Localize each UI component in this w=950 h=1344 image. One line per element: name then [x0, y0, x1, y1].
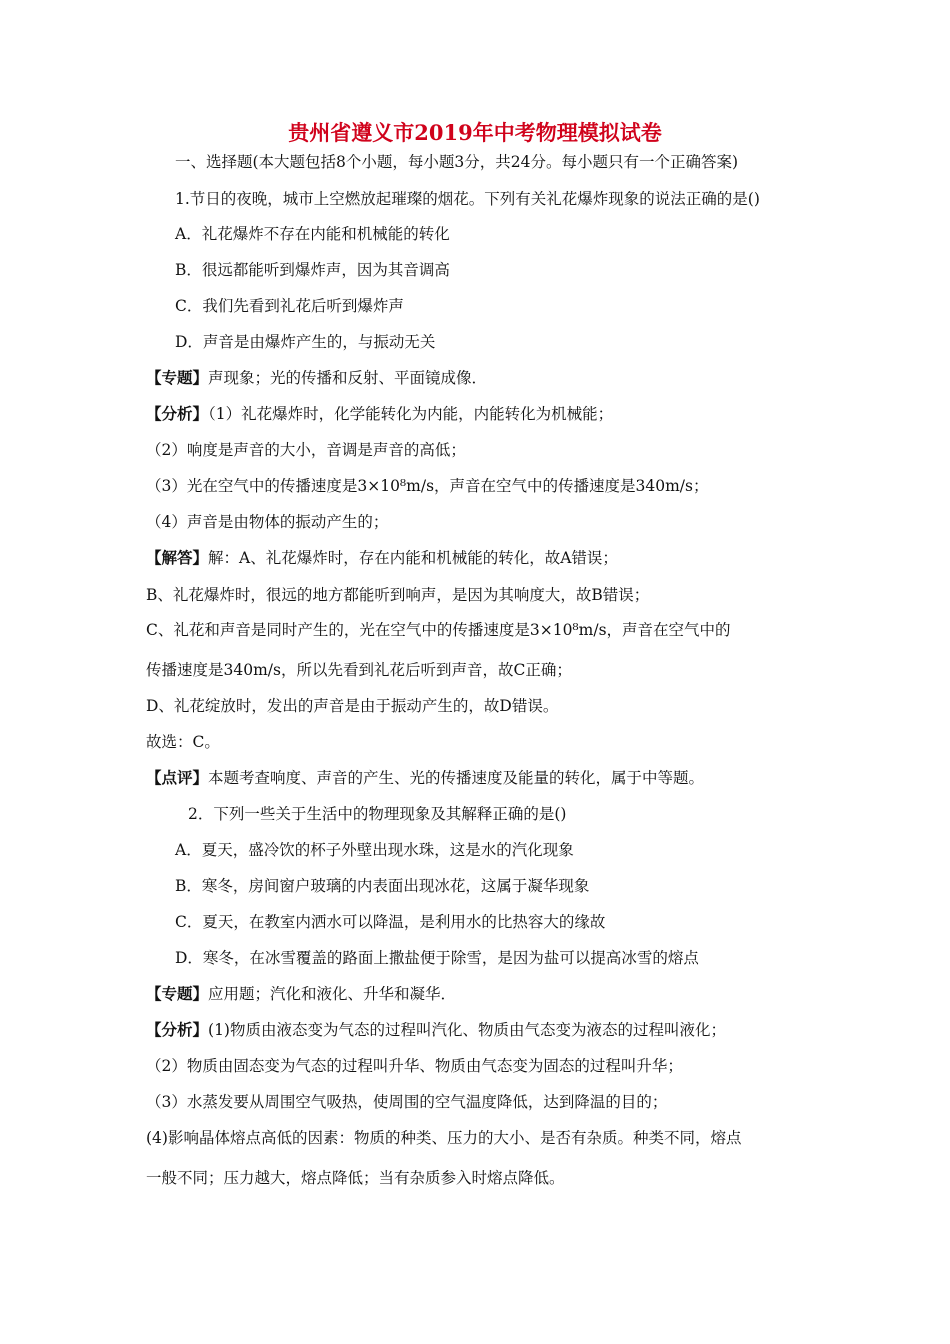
- answer-line: 传播速度是340m/s，所以先看到礼花后听到声音，故C正确；: [146, 661, 572, 679]
- question-2-option-c: C．夏天，在教室内洒水可以降温，是利用水的比热容大的缘故: [175, 913, 606, 931]
- analysis-line: （2）物质由固态变为气态的过程叫升华、物质由气态变为固态的过程叫升华；: [146, 1057, 683, 1075]
- question-2-option-d: D．寒冬，在冰雪覆盖的路面上撒盐便于除雪，是因为盐可以提高冰雪的熔点: [175, 949, 699, 967]
- topic-text: 应用题；汽化和液化、升华和凝华．: [208, 985, 457, 1003]
- analysis-label: 【分析】: [146, 404, 209, 423]
- answer-line: C、礼花和声音是同时产生的，光在空气中的传播速度是3×10⁸m/s，声音在空气中的: [146, 621, 731, 639]
- answer-line: D、礼花绽放时，发出的声音是由于振动产生的，故D错误。: [146, 697, 559, 715]
- analysis-line: （1）礼花爆炸时，化学能转化为内能，内能转化为机械能；: [208, 405, 614, 423]
- question-1-option-c: C．我们先看到礼花后听到爆炸声: [175, 297, 404, 315]
- section-heading: 一、选择题(本大题包括8个小题，每小题3分，共24分。每小题只有一个正确答案): [175, 153, 739, 171]
- topic-label: 【专题】: [146, 984, 209, 1003]
- topic-label: 【专题】: [146, 368, 209, 387]
- question-1-option-d: D．声音是由爆炸产生的，与振动无关: [175, 333, 436, 351]
- question-1-comment: [146, 767, 704, 789]
- question-2-topic: [146, 983, 456, 1005]
- question-1-option-b: B．很远都能听到爆炸声，因为其音调高: [175, 261, 450, 279]
- answer-line: 解：A、礼花爆炸时，存在内能和机械能的转化，故A错误；: [208, 549, 618, 567]
- question-1-option-a: A．礼花爆炸不存在内能和机械能的转化: [175, 225, 450, 243]
- answer-label: 【解答】: [146, 548, 209, 567]
- document-title: 贵州省遵义市2019年中考物理模拟试卷: [288, 120, 662, 145]
- analysis-line: （2）响度是声音的大小，音调是声音的高低；: [146, 441, 466, 459]
- analysis-line: （3）水蒸发要从周围空气吸热，使周围的空气温度降低，达到降温的目的；: [146, 1093, 668, 1111]
- topic-text: 声现象；光的传播和反射、平面镜成像．: [208, 369, 488, 387]
- analysis-line: （3）光在空气中的传播速度是3×10⁸m/s，声音在空气中的传播速度是340m/s；: [146, 477, 709, 495]
- analysis-line: (1)物质由液态变为气态的过程叫汽化、物质由气态变为液态的过程叫液化；: [208, 1021, 726, 1039]
- analysis-label: 【分析】: [146, 1020, 209, 1039]
- question-1-answer: [146, 547, 618, 569]
- question-2-analysis: [146, 1019, 726, 1041]
- answer-line: B、礼花爆炸时，很远的地方都能听到响声，是因为其响度大，故B错误；: [146, 586, 650, 604]
- question-1-topic: [146, 367, 487, 389]
- question-2-option-b: B．寒冬，房间窗户玻璃的内表面出现冰花，这属于凝华现象: [175, 877, 590, 895]
- analysis-line: (4)影响晶体熔点高低的因素：物质的种类、压力的大小、是否有杂质。种类不同，熔点: [146, 1129, 742, 1147]
- question-1-analysis: [146, 403, 613, 425]
- analysis-line: （4）声音是由物体的振动产生的；: [146, 513, 389, 531]
- comment-text: 本题考查响度、声音的产生、光的传播速度及能量的转化，属于中等题。: [208, 769, 705, 787]
- question-1-stem: 1.节日的夜晚，城市上空燃放起璀璨的烟花。下列有关礼花爆炸现象的说法正确的是(): [175, 190, 760, 208]
- question-2-option-a: A．夏天，盛冷饮的杯子外壁出现水珠，这是水的汽化现象: [175, 841, 574, 859]
- question-2-stem: 2．下列一些关于生活中的物理现象及其解释正确的是(): [188, 805, 567, 823]
- answer-line: 故选：C。: [146, 733, 220, 751]
- analysis-line: 一般不同；压力越大，熔点降低；当有杂质参入时熔点降低。: [146, 1169, 565, 1187]
- comment-label: 【点评】: [146, 768, 209, 787]
